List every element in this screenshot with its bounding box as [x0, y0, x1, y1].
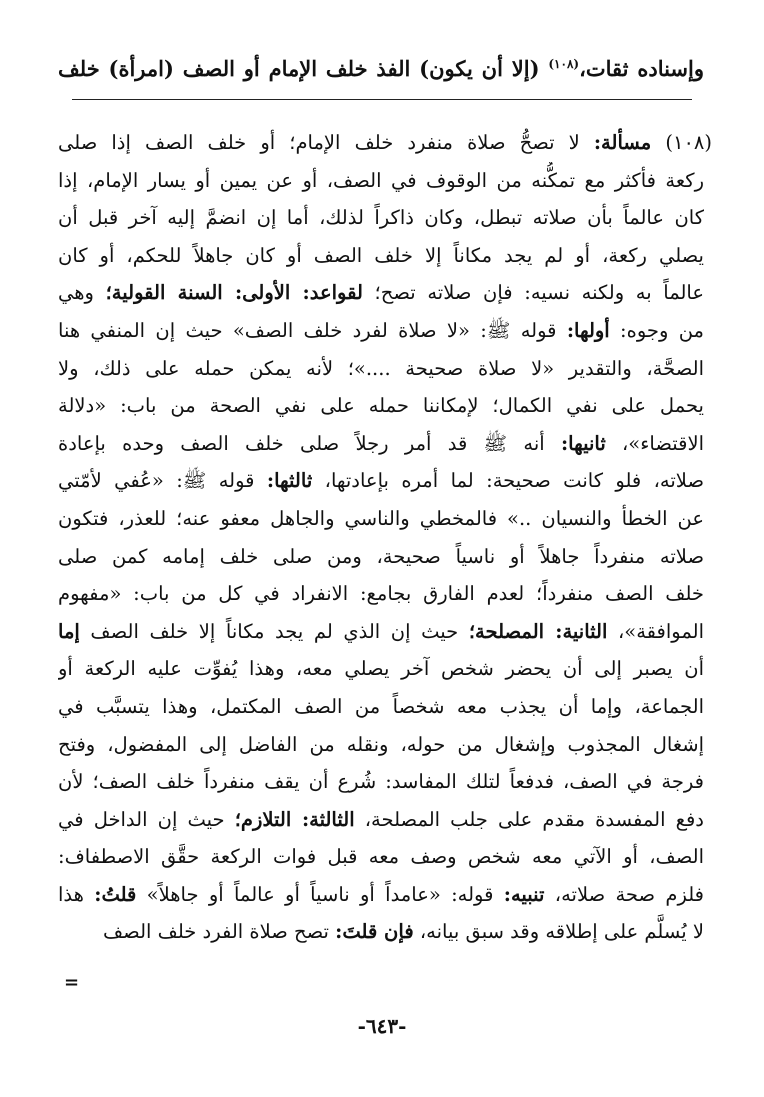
footnote-text: الموافقة»،: [607, 619, 704, 643]
footnote-heading: الثانية: المصلحة؛: [468, 619, 608, 643]
footnote-line: [58, 162, 704, 200]
footnote-heading: مسألة:: [593, 131, 652, 154]
footnote-line: [58, 199, 704, 237]
footnote-text: عالماً به ولكنه نسيه: فإن صلاته تصح؛: [362, 281, 704, 305]
footnote-text: أنه ﷺ قد أمر رجلاً صلى خلف الصف وحده بإعادة: [58, 431, 561, 455]
footnote-line: [58, 613, 704, 651]
footnote-text: وهي: [58, 281, 106, 305]
footnote-line: [58, 801, 704, 839]
footnote-text: لا يُسلَّم على إطلاقه وقد سبق بيانه،: [413, 920, 704, 944]
footnote-text: حيث إن الداخل في: [58, 807, 235, 831]
footnote-reference: (١٠٨): [548, 57, 580, 71]
footnote-text: تصح صلاة الفرد خلف الصف: [102, 920, 336, 944]
main-text-post: (إلا أن يكون) الفذ خلف الإمام أو الصف (امرأة) خلف: [58, 56, 549, 81]
footnote-heading: ثالثها:: [266, 469, 313, 493]
footnote-text: فرجة في الصف، فدفعاً لتلك المفاسد: شُرع أن يقف منفرداً خلف الصف؛ لأن: [58, 770, 704, 794]
footnote-line: [58, 274, 704, 312]
footnote-text: (١٠٨): [651, 131, 712, 154]
footnote-text: إشغال المجذوب وإشغال من حوله، ونقله من الفاضل إلى المفضول، وفتح: [58, 732, 704, 756]
footnote-line: [58, 312, 704, 350]
footnote-line: [58, 913, 704, 951]
footnote-text: قوله ﷺ: «لا صلاة لفرد خلف الصف» حيث إن المنفي هنا: [58, 318, 567, 342]
footnote-heading: فإن قلتَ:: [335, 920, 414, 944]
footnote-heading: الثالثة: التلازم؛: [234, 807, 355, 831]
footnote-line: [58, 575, 704, 613]
footnote-line: [58, 425, 704, 463]
footnote-text: الصف، أو الآتي معه شخص وصف معه قبل فوات الركعة حقَّق الاصطفاف:: [58, 845, 704, 869]
footnote-text: الاقتضاء»،: [605, 431, 704, 455]
footnote-text: دفع المفسدة مقدم على جلب المصلحة،: [354, 807, 704, 831]
footnote-line: [58, 763, 704, 801]
footnote-text: خلف الصف منفرداً؛ لعدم الفارق بجامع: الانفراد في كل من باب: «مفهوم: [58, 582, 704, 606]
footnote-line: [58, 237, 704, 275]
footnote-line: [58, 350, 704, 388]
main-text-line: [58, 44, 704, 89]
footnote-line: [58, 726, 704, 764]
footnote-text: هذا: [58, 882, 95, 906]
footnote-heading: ثانيها:: [560, 431, 606, 455]
footnote-heading: لقواعد: الأولى: السنة القولية؛: [105, 281, 363, 305]
footnote-line: [58, 538, 704, 576]
footnote-heading: تنبيه:: [503, 882, 545, 906]
footnote-line: [58, 650, 704, 688]
footnote-line: [58, 462, 704, 500]
footnote-text: قوله: «عامداً أو ناسياً أو عالماً أو جاهلاً»: [136, 882, 504, 906]
footnote-heading: قلتُ:: [94, 882, 137, 906]
footnote-separator: [72, 99, 692, 100]
continuation-mark: =: [64, 972, 80, 993]
footnote-text: صلاته منفرداً جاهلاً أو ناسياً صحيحة، ومن صلى خلف إمامه كمن صلى: [58, 544, 704, 568]
footnote-text: عن الخطأ والنسيان ..» فالمخطي والناسي والجاهل معفو عنه؛ للعذر، فتكون: [58, 506, 704, 530]
main-text-pre: وإسناده ثقات،: [579, 56, 704, 81]
footnote-text: قوله ﷺ: «عُفي لأمّتي: [58, 469, 267, 493]
footnote-line: [58, 876, 704, 914]
footnote-block: [58, 124, 712, 951]
footnote-heading: أولها:: [566, 318, 610, 342]
footnote-text: يحمل على نفي الكمال؛ لإمكاننا حمله على نفي الصحة من باب: «دلالة: [58, 394, 704, 418]
footnote-line: [58, 838, 704, 876]
footnote-text: الصحَّة، والتقدير «لا صلاة صحيحة ....»؛ لأنه يمكن حمله على ذلك، ولا: [58, 356, 704, 380]
footnote-text: فلزم صحة صلاته،: [544, 882, 704, 906]
footnote-line: [58, 387, 704, 425]
footnote-text: الجماعة، وإما أن يجذب معه شخصاً من الصف المكتمل، وهذا يتسبَّب في: [58, 694, 704, 718]
footnote-text: أن يصبر إلى أن يحضر شخص آخر يصلي معه، وهذا يُفوِّت عليه الركعة أو: [58, 657, 704, 681]
footnote-line: [58, 688, 704, 726]
footnote-text: ركعة فأكثر مع تمكُّنه من الوقوف في الصف، أو عن يمين أو يسار الإمام، إذا: [58, 168, 704, 192]
footnote-line: [58, 500, 704, 538]
footnote-text: صلاته، فلو كانت صحيحة: لما أمره بإعادتها،: [312, 469, 704, 493]
footnote-text: كان عالماً بأن صلاته تبطل، وكان ذاكراً لذلك، أما إن انضمَّ إليه آخر قبل أن: [58, 206, 704, 230]
footnote-text: حيث إن الذي لم يجد مكاناً إلا خلف الصف: [79, 619, 469, 643]
footnote-text: يصلي ركعة، أو لم يجد مكاناً إلا خلف الصف أو كان جاهلاً للحكم، أو كان: [58, 243, 704, 267]
footnote-heading: إما: [58, 619, 80, 643]
footnote-text: من وجوه:: [609, 318, 704, 342]
footnote-line: [58, 124, 712, 162]
page-number: -٦٤٣-: [357, 1014, 407, 1038]
footnote-text: لا تصحُّ صلاة منفرد خلف الإمام؛ أو خلف الصف إذا صلى: [58, 131, 594, 154]
